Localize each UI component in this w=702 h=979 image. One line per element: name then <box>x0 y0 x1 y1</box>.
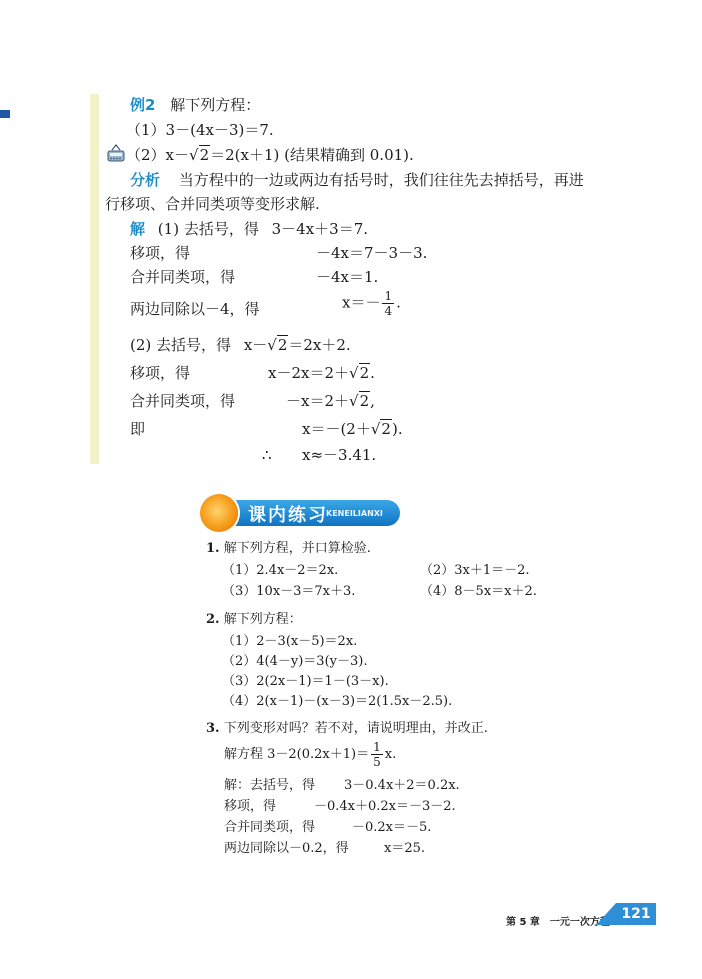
example-part-1: （1）3－(4x－3)＝7. <box>126 121 274 139</box>
solution2-step-1 <box>130 336 351 354</box>
sun-badge-icon <box>200 494 238 532</box>
analysis-line-2: 行移项、合并同类项等变形求解. <box>105 195 320 213</box>
q1-item-4: （4）8－5x＝x＋2. <box>420 584 537 599</box>
solution-step-4-label: 两边同除以－4，得 <box>130 300 260 318</box>
q2-item-3: （3）2(2x－1)＝1－(3－x). <box>222 674 389 689</box>
q1-item-1: （1）2.4x－2＝2x. <box>222 563 339 578</box>
practice-pinyin: KENEILIANXI <box>326 509 383 518</box>
solution-label: 解 <box>130 220 146 238</box>
q3-line-3-expr: －0.2x＝－5. <box>352 820 432 835</box>
q3-line-2-expr: －0.4x＋0.2x＝－3－2. <box>314 799 456 814</box>
t5-expr: x≈－3.41. <box>302 446 377 464</box>
fraction-numerator: 1 <box>373 740 381 754</box>
q3-line-1-label: 解：去括号，得 <box>224 778 316 793</box>
solution-step-2-expr: －4x＝7－3－3. <box>316 244 428 262</box>
t4-post: ). <box>391 420 403 438</box>
example-part-2 <box>126 146 414 164</box>
solution-step-1-label: (1) 去括号，得 <box>157 220 259 238</box>
sqrt-sign: √ <box>267 336 277 354</box>
t1-post: ＝2x＋2. <box>288 336 351 354</box>
solution-step-3-label: 合并同类项，得 <box>130 268 236 286</box>
page-number: 121 <box>616 903 656 925</box>
q1-item-2: （2）3x＋1＝－2. <box>420 563 530 578</box>
question-text: 下列变形对吗？若不对，请说明理由，并改正. <box>223 721 488 736</box>
t2-label: 移项，得 <box>130 364 191 382</box>
q2-item-2: （2）4(4－y)＝3(y－3). <box>222 654 368 669</box>
p2-suffix: ＝2(x＋1) (结果精确到 0.01). <box>210 146 414 164</box>
t2-expr <box>268 364 375 382</box>
solution-step-2-label: 移项，得 <box>130 244 191 262</box>
p2-prefix: （2）x－ <box>126 146 190 164</box>
sqrt-sign: √ <box>349 364 359 382</box>
solution-step-4-expr <box>342 290 401 317</box>
fraction-denominator: 5 <box>373 755 381 769</box>
analysis-label: 分析 <box>130 171 161 189</box>
question-number: 2. <box>206 612 220 627</box>
solution-step-3-expr: －4x＝1. <box>316 268 379 286</box>
fraction-one-fifth <box>371 741 383 768</box>
q3-line-1-expr: 3－0.4x＋2＝0.2x. <box>344 778 460 793</box>
therefore-symbol: ∴ <box>262 446 272 464</box>
s4-expr-pre: x＝－ <box>342 293 381 312</box>
t4-sqrt: 2 <box>381 420 391 438</box>
t3-expr <box>286 392 375 410</box>
question-1 <box>206 541 371 557</box>
q3-line-3-label: 合并同类项，得 <box>224 820 316 835</box>
question-text: 解下列方程，并口算检验. <box>223 541 371 556</box>
question-text: 解下列方程： <box>223 612 302 627</box>
t4-pre: x＝－(2＋ <box>302 420 371 438</box>
analysis-line-1 <box>130 171 584 189</box>
question-3 <box>206 721 488 737</box>
analysis-text-1: 当方程中的一边或两边有括号时，我们往往先去掉括号，再进 <box>178 171 584 189</box>
sqrt-sign: √ <box>370 420 381 438</box>
t4-expr <box>302 420 403 438</box>
t3-label: 合并同类项，得 <box>130 392 236 410</box>
chapter-footer: 第 5 章 一元一次方程 <box>506 917 610 928</box>
solution-step-1-expr: 3－4x＋3＝7. <box>271 220 369 238</box>
q1-item-3: （3）10x－3＝7x＋3. <box>222 584 356 599</box>
fraction-numerator: 1 <box>384 289 393 303</box>
fraction-denominator: 4 <box>384 304 393 318</box>
s4-end: . <box>396 293 401 312</box>
p2-sqrt-value: 2 <box>199 146 210 164</box>
t1-pre: x－ <box>243 336 268 354</box>
calculator-icon <box>105 142 127 164</box>
q3-eq-pre: 解方程 3－2(0.2x＋1)＝ <box>224 747 370 762</box>
practice-title: 课内练习 <box>248 505 328 526</box>
edge-tab-marker <box>0 110 10 118</box>
fraction-one-quarter <box>382 290 394 317</box>
t1-sqrt: 2 <box>277 336 288 354</box>
example-label: 例2 <box>130 96 156 114</box>
q3-line-4-expr: x＝25. <box>384 841 426 856</box>
t3-sqrt: 2 <box>359 392 370 410</box>
question-number: 1. <box>206 541 220 556</box>
q3-equation <box>224 741 396 768</box>
t2-post: . <box>370 364 375 382</box>
q3-line-4-label: 两边同除以－0.2，得 <box>224 841 349 856</box>
q3-line-2-label: 移项，得 <box>224 799 277 814</box>
t2-sqrt: 2 <box>359 364 370 382</box>
sqrt-sign: √ <box>189 146 199 164</box>
question-number: 3. <box>206 721 220 736</box>
question-2 <box>206 612 302 628</box>
solution-line-1 <box>130 220 368 238</box>
t3-pre: －x＝2＋ <box>286 392 350 410</box>
q3-eq-post: x. <box>384 747 397 762</box>
t2-pre: x－2x＝2＋ <box>268 364 350 382</box>
sqrt-sign: √ <box>349 392 359 410</box>
t4-label: 即 <box>130 420 146 438</box>
example-highlight-band <box>90 94 99 464</box>
q2-item-4: （4）2(x－1)－(x－3)＝2(1.5x－2.5). <box>222 694 453 709</box>
t1-label: (2) 去括号，得 <box>130 336 232 354</box>
example-title: 解下列方程： <box>170 96 261 114</box>
t3-post: , <box>370 392 375 410</box>
page-tab-corner <box>596 903 616 925</box>
q2-item-1: （1）2－3(x－5)＝2x. <box>222 634 358 649</box>
example-header <box>130 96 260 114</box>
